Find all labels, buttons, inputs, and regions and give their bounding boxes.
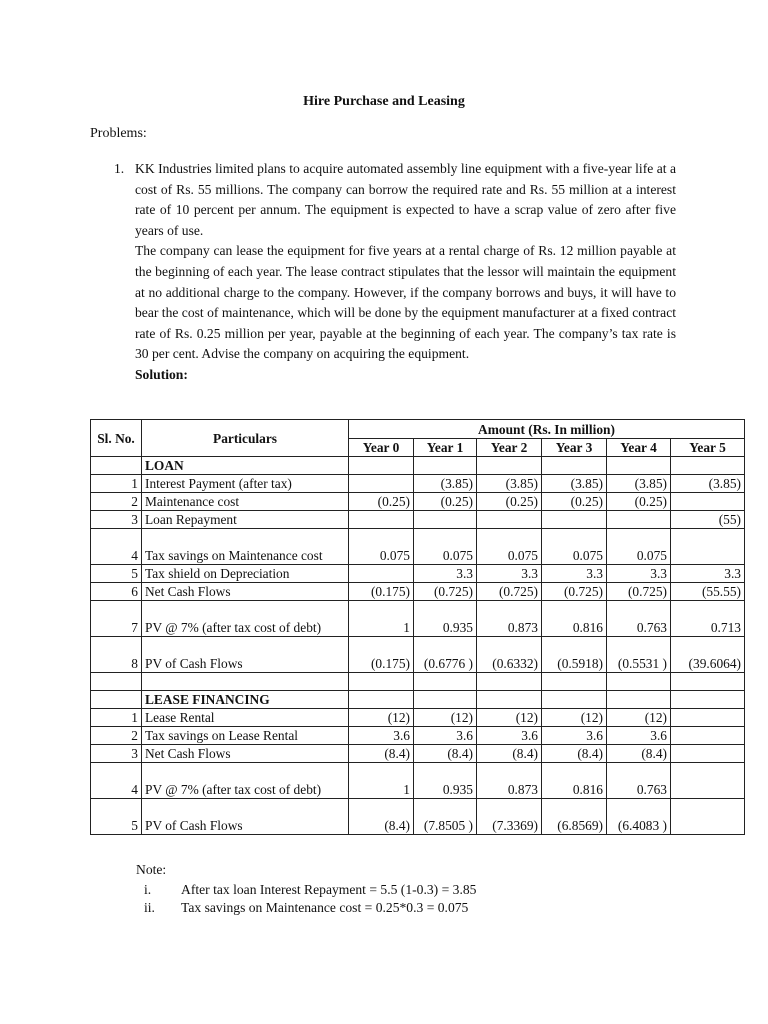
value-cell: (8.4) — [477, 745, 542, 763]
sl-cell: 2 — [91, 727, 142, 745]
value-cell: (3.85) — [607, 475, 671, 493]
particulars-cell: Net Cash Flows — [142, 583, 349, 601]
value-cell: (0.725) — [607, 583, 671, 601]
value-cell: 3.6 — [542, 727, 607, 745]
amount-header: Amount (Rs. In million) — [349, 420, 745, 439]
value-cell: (0.25) — [607, 493, 671, 511]
year-header: Year 5 — [671, 439, 745, 457]
value-cell: 0.713 — [671, 601, 745, 637]
problems-label: Problems: — [90, 126, 147, 141]
particulars-cell: PV of Cash Flows — [142, 637, 349, 673]
value-cell: (8.4) — [414, 745, 477, 763]
value-cell: 0.873 — [477, 763, 542, 799]
value-cell: (55.55) — [671, 583, 745, 601]
table-row — [91, 601, 745, 637]
problem-paragraph-2: The company can lease the equipment for five years at a rental charge of Rs. 12 million payable at the beginning of each year. The lease contract stipulates that the lessor will maintain the equipment at no additional charge to the company. However, if the company borrows and buys, it will have to bear the cost of maintenance, which will be done by the equipment manufacturer at a fixed contract rate of Rs. 0.25 million per year, payable at the beginning of each year. The company’s tax rate is 30 per cent. Advise the company on acquiring the equipment. — [135, 243, 676, 362]
value-cell: (0.25) — [477, 493, 542, 511]
year-header: Year 1 — [414, 439, 477, 457]
value-cell: 0.763 — [607, 601, 671, 637]
sl-no-header: Sl. No. — [91, 420, 142, 457]
loan-section-heading: LOAN — [142, 457, 349, 475]
value-cell: 0.075 — [607, 529, 671, 565]
value-cell: (6.8569) — [542, 799, 607, 835]
note-text: Tax savings on Maintenance cost = 0.25*0.3 = 0.075 — [181, 900, 469, 915]
value-cell: (8.4) — [349, 799, 414, 835]
value-cell — [349, 475, 414, 493]
note-item — [136, 882, 477, 900]
particulars-cell: Net Cash Flows — [142, 745, 349, 763]
value-cell: (12) — [414, 709, 477, 727]
value-cell: 0.816 — [542, 763, 607, 799]
value-cell: (3.85) — [414, 475, 477, 493]
year-header: Year 0 — [349, 439, 414, 457]
value-cell: (0.5531 ) — [607, 637, 671, 673]
value-cell — [607, 511, 671, 529]
value-cell — [349, 565, 414, 583]
value-cell: (0.725) — [414, 583, 477, 601]
value-cell: 3.3 — [477, 565, 542, 583]
sl-cell: 6 — [91, 583, 142, 601]
value-cell: 3.6 — [349, 727, 414, 745]
notes — [136, 862, 477, 918]
sl-cell: 8 — [91, 637, 142, 673]
value-cell: 3.3 — [414, 565, 477, 583]
problem-paragraph-1: KK Industries limited plans to acquire automated assembly line equipment with a five-year life at a cost of Rs. 55 millions. The company can borrow the required rate and Rs. 55 million at a interest rate of 10 percent per annum. The equipment is expected to have a scrap value of zero after five years of use. — [135, 161, 676, 238]
spacer-row — [91, 673, 745, 691]
table-row — [91, 637, 745, 673]
value-cell: 3.3 — [607, 565, 671, 583]
section-row — [91, 457, 745, 475]
year-header: Year 4 — [607, 439, 671, 457]
particulars-cell: PV @ 7% (after tax cost of debt) — [142, 763, 349, 799]
value-cell — [671, 529, 745, 565]
table-row — [91, 475, 745, 493]
value-cell: (12) — [607, 709, 671, 727]
value-cell: (12) — [477, 709, 542, 727]
particulars-cell: Loan Repayment — [142, 511, 349, 529]
value-cell: 3.6 — [607, 727, 671, 745]
cash-flow-table — [90, 419, 745, 835]
value-cell: (0.175) — [349, 583, 414, 601]
table-row — [91, 583, 745, 601]
value-cell — [671, 745, 745, 763]
value-cell: (0.6776 ) — [414, 637, 477, 673]
value-cell — [477, 511, 542, 529]
value-cell: 3.3 — [542, 565, 607, 583]
particulars-cell: Tax shield on Depreciation — [142, 565, 349, 583]
note-text: After tax loan Interest Repayment = 5.5 (1-0.3) = 3.85 — [181, 882, 477, 897]
value-cell: 0.075 — [414, 529, 477, 565]
value-cell — [671, 799, 745, 835]
value-cell — [671, 727, 745, 745]
note-numeral: i. — [144, 882, 152, 897]
value-cell — [542, 511, 607, 529]
table-row — [91, 709, 745, 727]
value-cell — [414, 511, 477, 529]
problem-body — [135, 159, 676, 386]
table-row — [91, 565, 745, 583]
problem-1 — [114, 159, 676, 386]
note-label: Note: — [136, 862, 167, 877]
value-cell: (0.25) — [542, 493, 607, 511]
value-cell: 0.816 — [542, 601, 607, 637]
value-cell: (3.85) — [477, 475, 542, 493]
value-cell: 1 — [349, 601, 414, 637]
particulars-header: Particulars — [142, 420, 349, 457]
table-row — [91, 529, 745, 565]
value-cell: (7.8505 ) — [414, 799, 477, 835]
note-item — [136, 900, 469, 918]
value-cell: (8.4) — [349, 745, 414, 763]
value-cell: 0.935 — [414, 601, 477, 637]
value-cell: (55) — [671, 511, 745, 529]
value-cell — [349, 511, 414, 529]
value-cell: 3.3 — [671, 565, 745, 583]
value-cell: 0.075 — [477, 529, 542, 565]
sl-cell: 2 — [91, 493, 142, 511]
sl-cell: 1 — [91, 475, 142, 493]
value-cell: (7.3369) — [477, 799, 542, 835]
sl-cell: 5 — [91, 565, 142, 583]
year-header: Year 2 — [477, 439, 542, 457]
value-cell: 3.6 — [414, 727, 477, 745]
note-numeral: ii. — [144, 900, 155, 915]
value-cell: (0.25) — [414, 493, 477, 511]
year-header: Year 3 — [542, 439, 607, 457]
value-cell: 0.873 — [477, 601, 542, 637]
problem-number: 1. — [114, 161, 125, 176]
value-cell: (39.6064) — [671, 637, 745, 673]
particulars-cell: Maintenance cost — [142, 493, 349, 511]
sl-cell: 3 — [91, 745, 142, 763]
document-title: Hire Purchase and Leasing — [303, 94, 465, 109]
value-cell: 1 — [349, 763, 414, 799]
table-row — [91, 799, 745, 835]
value-cell: (0.6332) — [477, 637, 542, 673]
value-cell: (8.4) — [542, 745, 607, 763]
value-cell: 0.075 — [349, 529, 414, 565]
value-cell — [671, 493, 745, 511]
particulars-cell: PV @ 7% (after tax cost of debt) — [142, 601, 349, 637]
particulars-cell: Interest Payment (after tax) — [142, 475, 349, 493]
table-row — [91, 511, 745, 529]
value-cell: 0.075 — [542, 529, 607, 565]
table-row — [91, 493, 745, 511]
table-row — [91, 745, 745, 763]
value-cell: (0.175) — [349, 637, 414, 673]
value-cell: (0.5918) — [542, 637, 607, 673]
value-cell — [671, 709, 745, 727]
value-cell: (12) — [349, 709, 414, 727]
lease-section-heading: LEASE FINANCING — [142, 691, 349, 709]
particulars-cell: Lease Rental — [142, 709, 349, 727]
value-cell: (0.725) — [542, 583, 607, 601]
sl-cell: 1 — [91, 709, 142, 727]
value-cell: (8.4) — [607, 745, 671, 763]
value-cell: 0.935 — [414, 763, 477, 799]
table-row — [91, 727, 745, 745]
value-cell: 0.763 — [607, 763, 671, 799]
value-cell: (3.85) — [671, 475, 745, 493]
value-cell: (3.85) — [542, 475, 607, 493]
value-cell — [671, 763, 745, 799]
solution-label: Solution: — [135, 366, 188, 382]
table-row — [91, 763, 745, 799]
sl-cell: 7 — [91, 601, 142, 637]
particulars-cell: Tax savings on Maintenance cost — [142, 529, 349, 565]
value-cell: (0.25) — [349, 493, 414, 511]
sl-cell: 5 — [91, 799, 142, 835]
value-cell: (0.725) — [477, 583, 542, 601]
value-cell: (12) — [542, 709, 607, 727]
particulars-cell: Tax savings on Lease Rental — [142, 727, 349, 745]
section-row — [91, 691, 745, 709]
value-cell: 3.6 — [477, 727, 542, 745]
sl-cell: 4 — [91, 529, 142, 565]
sl-cell: 3 — [91, 511, 142, 529]
particulars-cell: PV of Cash Flows — [142, 799, 349, 835]
value-cell: (6.4083 ) — [607, 799, 671, 835]
sl-cell: 4 — [91, 763, 142, 799]
